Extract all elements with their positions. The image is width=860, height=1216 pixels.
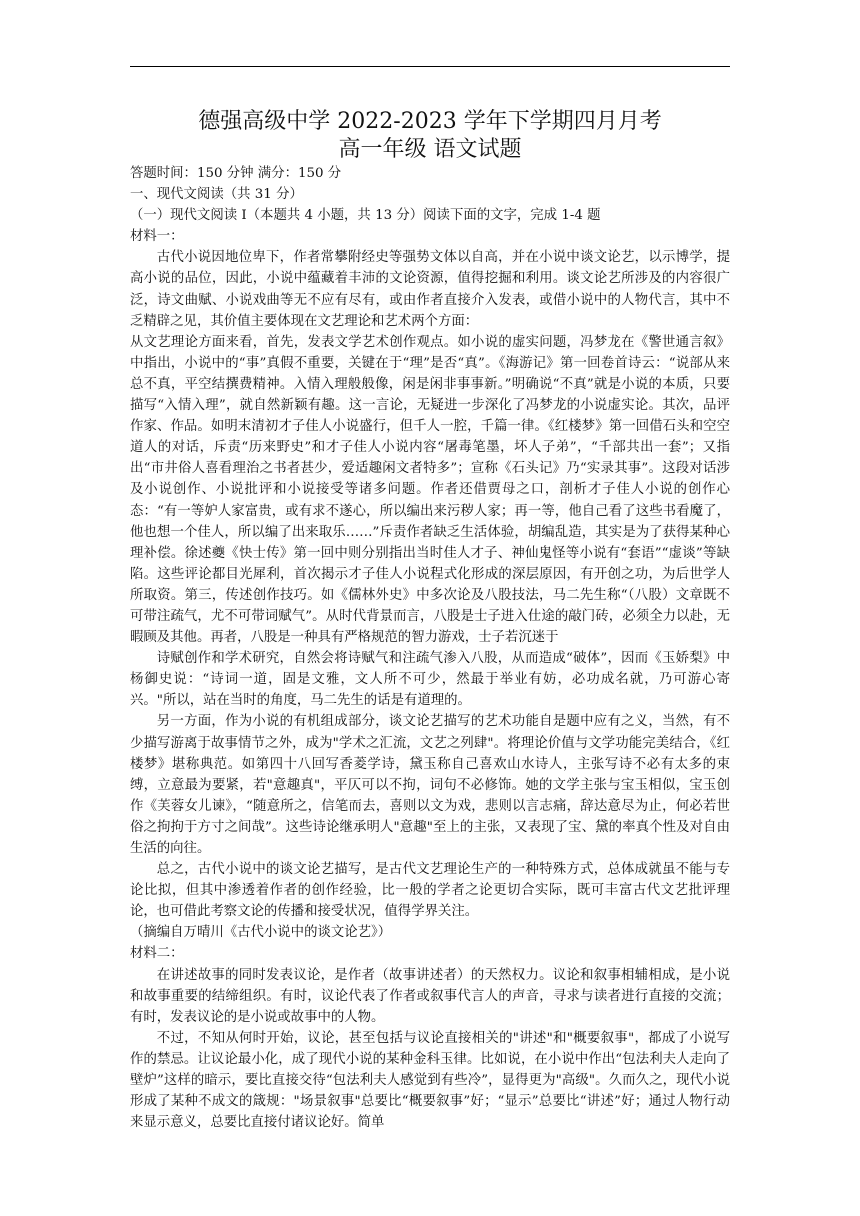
exam-subtitle: 高一年级 语文试题: [338, 137, 522, 162]
exam-title: 德强高级中学 2022-2023 学年下学期四月月考: [198, 109, 662, 134]
exam-meta: 答题时间：150 分钟 满分：150 分: [130, 166, 342, 181]
paragraph: 另一方面，作为小说的有机组成部分，谈文论艺描写的艺术功能自是题中应有之义，当然，有不少描写游离于故事情节之外，成为"学术之汇流，文艺之列肆"。将理论价值与文学功能完美结合，《红楼梦》堪称典范。如第四十八回写香菱学诗，黛玉称自己喜欢山水诗人，主张写诗不必有太多的束缚，立意最为要紧，若"意趣真"，平仄可以不拘，词句不必修饰。她的文学主张与宝玉相似，宝玉创作《芙蓉女儿谏》，“随意所之，信笔而去，喜则以文为戏，悲则以言志痛，辞达意尽为止，何必若世俗之拘拘于方寸之间哉”。这些诗论继承明人"意趣"至上的主张，又表现了宝、黛的率真个性及对自由生活的向往。: [130, 714, 730, 856]
material-label: 材料二：: [130, 946, 184, 962]
section-instruction: （一）现代文阅读 I（本题共 4 小题，共 13 分）阅读下面的文字，完成 1-4 题: [130, 208, 601, 224]
paragraph: 从文艺理论方面来看，首先，发表文学艺术创作观点。如小说的虚实问题，冯梦龙在《警世通言叙》中指出，小说中的“事”真假不重要，关键在于“理”是否“真”。《海游记》第一回卷首诗云：“说部从来总不真，平空结撰费精神。入情入理般般像，闲是闲非事事新。”明确说“不真”就是小说的本质，只要描写“入情入理”，就自然新颖有趣。这一言论，无疑进一步深化了冯梦龙的小说虚实论。其次，品评作家、作品。如明末清初才子佳人小说盛行，但千人一腔，千篇一律。《红楼梦》第一回借石头和空空道人的对话，斥责“历来野史”和才子佳人小说内容“屠毒笔墨，坏人子弟”，“千部共出一套”；又指出“市井俗人喜看理治之书者甚少，爱适趣闲文者特多”；宣称《石头记》乃“实录其事”。这段对话涉及小说创作、小说批评和小说接受等诸多问题。作者还借贾母之口，剖析才子佳人小说的创作心态：“有一等妒人家富贵，或有求不遂心，所以编出来污秽人家；再一等，他自己看了这些书看魔了，他也想一个佳人，所以编了出来取乐……”斥责作者缺乏生活体验，胡编乱造，其实是为了获得某种心理补偿。徐述夔《快士传》第一回中则分别指出当时佳人才子、神仙鬼怪等小说有“套语”“虚谈”等缺陷。这些评论都目光犀利，首次揭示才子佳人小说程式化形成的深层原因，有开创之功，为后世学人所取资。第三，传述创作技巧。如《儒林外史》中多次论及八股技法，马二先生称“（八股）文章既不可带注疏气，尤不可带词赋气”。从时代背景而言，八股是士子进入仕途的敲门砖，必须全力以赴，无暇顾及其他。再者，八股是一种具有严格规范的智力游戏，士子若沉迷于: [130, 334, 730, 646]
paragraph: 不过，不知从何时开始，议论，甚至包括与议论直接相关的"讲述"和"概要叙事"，都成了小说写作的禁忌。让议论最小化，成了现代小说的某种金科玉律。比如说，在小说中作出“包法利夫人走向了壁炉”这样的暗示，要比直接交待“包法利夫人感觉到有些冷”，显得更为"高级"。久而久之，现代小说形成了某种不成文的箴规："场景叙事"总要比“概要叙事”好；“显示”总要比“讲述”好；通过人物行动来显示意义，总要比直接付诸议论好。简单: [130, 1030, 730, 1131]
paragraph: 古代小说因地位卑下，作者常攀附经史等强势文体以自高，并在小说中谈文论艺，以示博学，提高小说的品位，因此，小说中蕴藏着丰沛的文论资源，值得挖掘和利用。谈文论艺所涉及的内容很广泛，诗文曲赋、小说戏曲等无不应有尽有，或由作者直接介入发表，或借小说中的人物代言，其中不乏精辟之见，其价值主要体现在文艺理论和艺术两个方面：: [130, 250, 730, 329]
material-label: 材料一：: [130, 229, 184, 245]
section-heading: 一、现代文阅读（共 31 分）: [130, 187, 303, 203]
header-rule: [130, 66, 730, 67]
source-citation: （摘编自万晴川《古代小说中的谈文论艺》）: [130, 925, 392, 941]
paragraph: 总之，古代小说中的谈文论艺描写，是古代文艺理论生产的一种特殊方式，总体成就虽不能与专论比拟，但其中渗透着作者的创作经验，比一般的学者之论更切合实际，既可丰富古代文艺批评理论，也可借此考察文论的传播和接受状况，值得学界关注。: [130, 862, 730, 920]
document-body: [130, 163, 730, 1133]
paragraph: 诗赋创作和学术研究，自然会将诗赋气和注疏气渗入八股，从而造成“破体”，因而《玉娇梨》中杨御史说：“诗词一道，固是文雅，文人所不可少，然最于举业有妨，必功成名就，乃可游心寄兴。"所以，站在当时的角度，马二先生的话是有道理的。: [130, 651, 730, 709]
paragraph: 在讲述故事的同时发表议论，是作者（故事讲述者）的天然权力。议论和叙事相辅相成，是小说和故事重要的结缔组织。有时，议论代表了作者或叙事代言人的声音，寻求与读者进行直接的交流；有时，发表议论的是小说或故事中的人物。: [130, 967, 730, 1025]
